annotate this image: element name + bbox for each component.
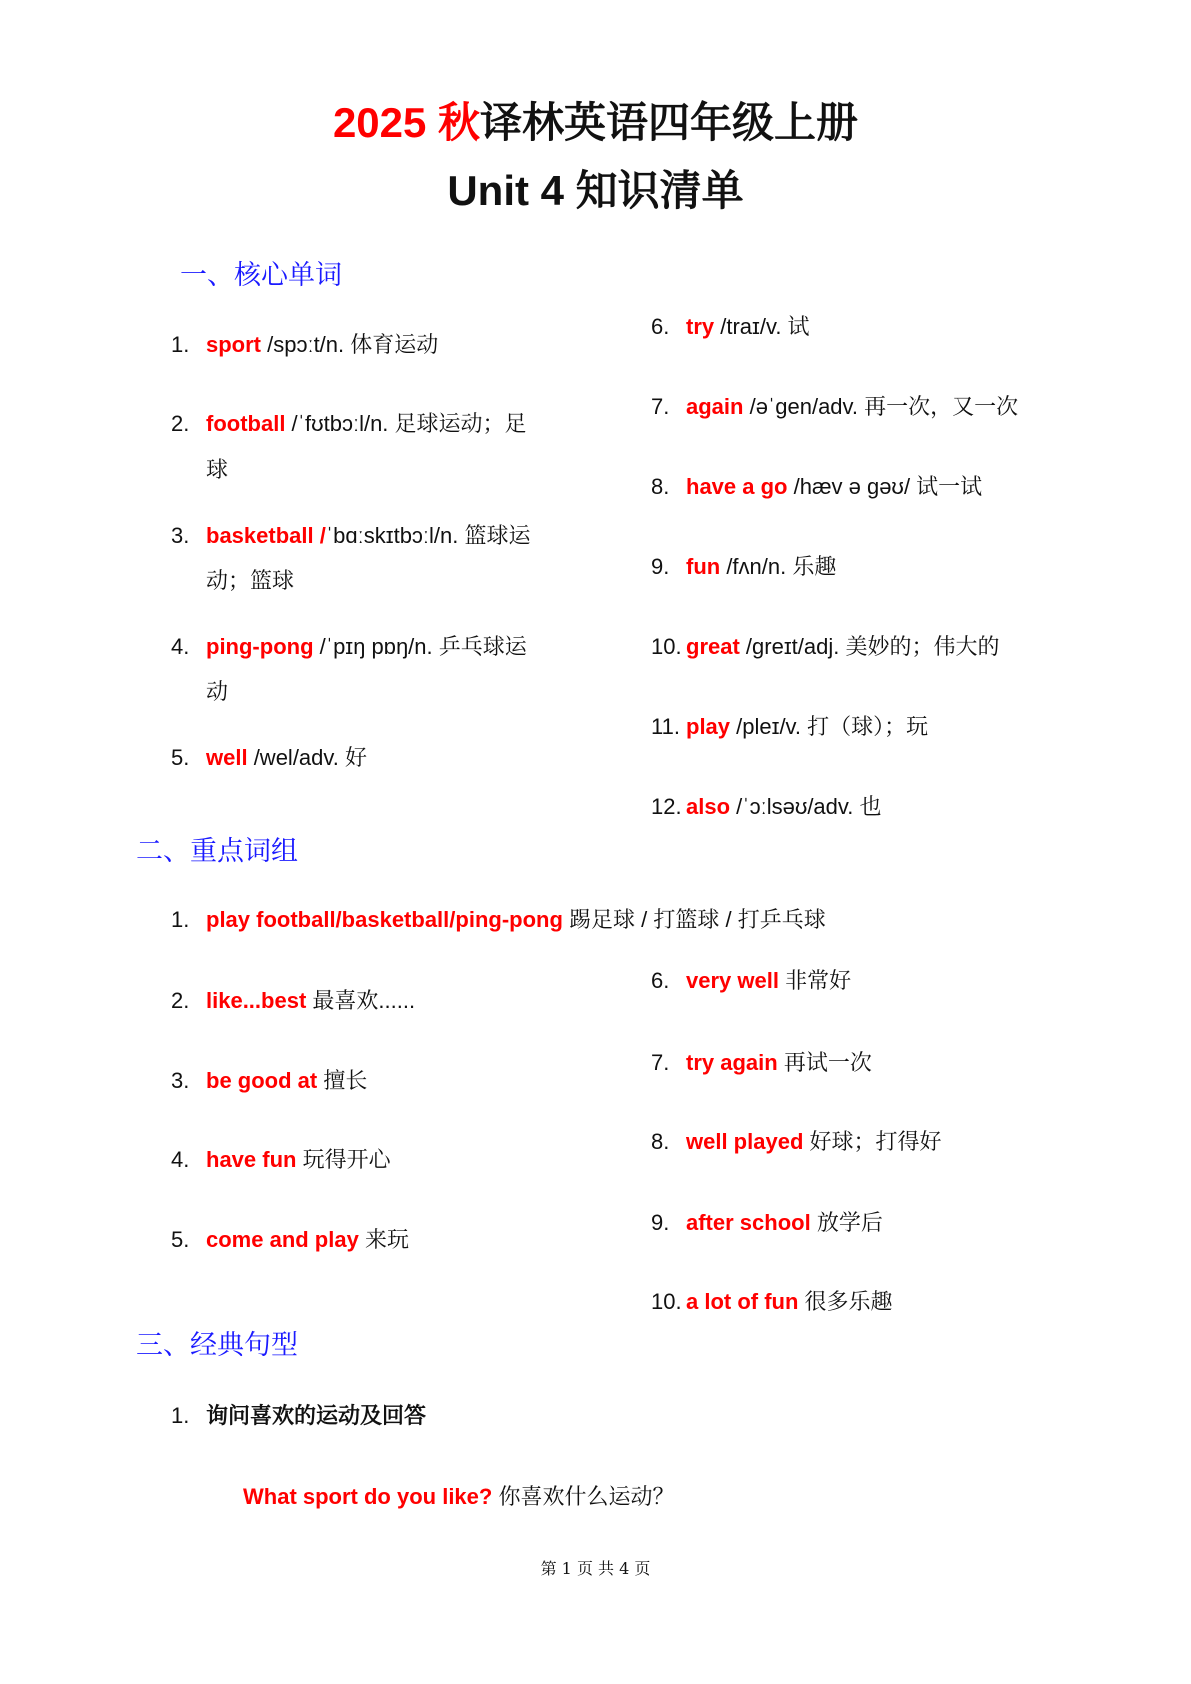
phrase-chinese: 最喜欢...... bbox=[306, 988, 416, 1013]
phrase-item bbox=[171, 1149, 391, 1171]
phrase-english: well played bbox=[686, 1129, 804, 1154]
phrase-chinese: 擅长 bbox=[317, 1068, 368, 1093]
sentence-english: What sport do you like? bbox=[243, 1484, 493, 1509]
word-item bbox=[651, 316, 810, 338]
phrase-english: after school bbox=[686, 1210, 811, 1235]
item-number: 7. bbox=[651, 1050, 670, 1075]
document-title bbox=[0, 99, 1191, 146]
word-english: football bbox=[206, 411, 286, 436]
word-phonetic-meaning: /ˈpɪŋ pɒŋ/n. 乒乓球运 bbox=[313, 634, 527, 659]
word-item bbox=[651, 636, 999, 658]
item-number: 3. bbox=[171, 1068, 190, 1093]
word-item bbox=[651, 396, 1018, 418]
word-phonetic-meaning: /ˈfʊtbɔːl/n. 足球运动；足 bbox=[285, 411, 527, 436]
phrase-item bbox=[651, 1212, 883, 1234]
word-item bbox=[171, 413, 527, 435]
sentence-example bbox=[243, 1486, 674, 1508]
item-number: 12. bbox=[651, 794, 682, 819]
phrase-english: try again bbox=[686, 1050, 778, 1075]
item-number: 4. bbox=[171, 634, 190, 659]
phrase-item bbox=[651, 970, 851, 992]
word-meaning-continued: 球 bbox=[206, 457, 229, 482]
phrase-english: have fun bbox=[206, 1147, 297, 1172]
word-english: great bbox=[686, 634, 740, 659]
title-rest: 译林英语四年级上册 bbox=[480, 99, 859, 146]
word-item bbox=[171, 525, 531, 547]
word-phonetic-meaning: /ˈɔːlsəʊ/adv. 也 bbox=[730, 794, 882, 819]
sentence-chinese: 你喜欢什么运动？ bbox=[492, 1484, 675, 1509]
phrase-item bbox=[171, 990, 415, 1012]
item-number: 5. bbox=[171, 1227, 190, 1252]
phrase-chinese: 好球；打得好 bbox=[803, 1129, 942, 1154]
word-item bbox=[651, 476, 982, 498]
word-phonetic-meaning: /traɪ/v. 试 bbox=[714, 314, 810, 339]
word-english: play bbox=[686, 714, 731, 739]
item-number: 8. bbox=[651, 1129, 670, 1154]
phrase-chinese: 来玩 bbox=[358, 1227, 409, 1252]
phrase-english: very well bbox=[686, 968, 779, 993]
word-english: also bbox=[686, 794, 731, 819]
item-number: 7. bbox=[651, 394, 670, 419]
phrase-chinese: 踢足球 / 打篮球 / 打乒乓球 bbox=[562, 907, 826, 932]
section-heading-core-words: 一、核心单词 bbox=[180, 260, 342, 291]
word-phonetic-meaning: /əˈgen/adv. 再一次，又一次 bbox=[743, 394, 1019, 419]
item-number: 4. bbox=[171, 1147, 190, 1172]
topic-text: 询问喜欢的运动及回答 bbox=[206, 1403, 427, 1428]
item-number: 2. bbox=[171, 411, 190, 436]
word-english: well bbox=[206, 745, 248, 770]
item-number: 5. bbox=[171, 745, 190, 770]
word-item bbox=[171, 747, 367, 769]
phrase-chinese: 放学后 bbox=[810, 1210, 883, 1235]
word-english: have a go bbox=[686, 474, 788, 499]
phrase-chinese: 非常好 bbox=[778, 968, 852, 993]
page-footer: 第 1 页 共 4 页 bbox=[540, 1559, 651, 1578]
word-english: fun bbox=[686, 554, 721, 579]
phrase-item bbox=[171, 1229, 409, 1251]
item-number: 10. bbox=[651, 1289, 682, 1314]
phrase-english: like...best bbox=[206, 988, 307, 1013]
word-meaning-continued: 动；篮球 bbox=[206, 568, 295, 593]
item-number: 6. bbox=[651, 314, 670, 339]
word-item bbox=[651, 556, 836, 578]
sentence-topic bbox=[171, 1405, 426, 1427]
phrase-english: play football/basketball/ping-pong bbox=[206, 907, 563, 932]
phrase-english: be good at bbox=[206, 1068, 318, 1093]
item-number: 1. bbox=[171, 1403, 190, 1428]
word-phonetic-meaning: ˈbɑːskɪtbɔːl/n. 篮球运 bbox=[325, 523, 531, 548]
item-number: 9. bbox=[651, 554, 670, 579]
word-phonetic-meaning: /greɪt/adj. 美妙的；伟大的 bbox=[739, 634, 1000, 659]
item-number: 1. bbox=[171, 332, 190, 357]
word-english: basketball / bbox=[206, 523, 326, 548]
phrase-chinese: 很多乐趣 bbox=[798, 1289, 893, 1314]
phrase-english: come and play bbox=[206, 1227, 359, 1252]
word-item bbox=[171, 334, 438, 356]
word-english: sport bbox=[206, 332, 261, 357]
word-phonetic-meaning: /wel/adv. 好 bbox=[247, 745, 367, 770]
word-english: ping-pong bbox=[206, 634, 314, 659]
phrase-item bbox=[651, 1131, 942, 1153]
item-number: 1. bbox=[171, 907, 190, 932]
section-heading-sentences: 三、经典句型 bbox=[136, 1330, 298, 1361]
word-phonetic-meaning: /fʌn/n. 乐趣 bbox=[720, 554, 837, 579]
item-number: 11. bbox=[651, 714, 680, 739]
phrase-item bbox=[171, 909, 826, 931]
word-phonetic-meaning: /hæv ə gəʊ/ 试一试 bbox=[787, 474, 983, 499]
word-meaning-continued: 动 bbox=[206, 679, 229, 704]
item-number: 2. bbox=[171, 988, 190, 1013]
section-heading-phrases: 二、重点词组 bbox=[136, 836, 298, 867]
title-year: 2025 秋 bbox=[332, 99, 481, 146]
phrase-english: a lot of fun bbox=[686, 1289, 799, 1314]
document-subtitle: Unit 4 知识清单 bbox=[447, 167, 744, 214]
item-number: 3. bbox=[171, 523, 190, 548]
item-number: 10. bbox=[651, 634, 682, 659]
word-english: try bbox=[686, 314, 715, 339]
phrase-item bbox=[651, 1052, 872, 1074]
item-number: 8. bbox=[651, 474, 670, 499]
word-english: again bbox=[686, 394, 744, 419]
phrase-item bbox=[171, 1070, 367, 1092]
word-item bbox=[651, 796, 882, 818]
word-item bbox=[171, 636, 527, 658]
word-phonetic-meaning: /spɔːt/n. 体育运动 bbox=[261, 332, 439, 357]
phrase-chinese: 玩得开心 bbox=[296, 1147, 391, 1172]
item-number: 9. bbox=[651, 1210, 670, 1235]
item-number: 6. bbox=[651, 968, 670, 993]
phrase-chinese: 再试一次 bbox=[777, 1050, 872, 1075]
word-item bbox=[651, 716, 928, 738]
word-phonetic-meaning: /pleɪ/v. 打（球）；玩 bbox=[730, 714, 929, 739]
phrase-item bbox=[651, 1291, 893, 1313]
